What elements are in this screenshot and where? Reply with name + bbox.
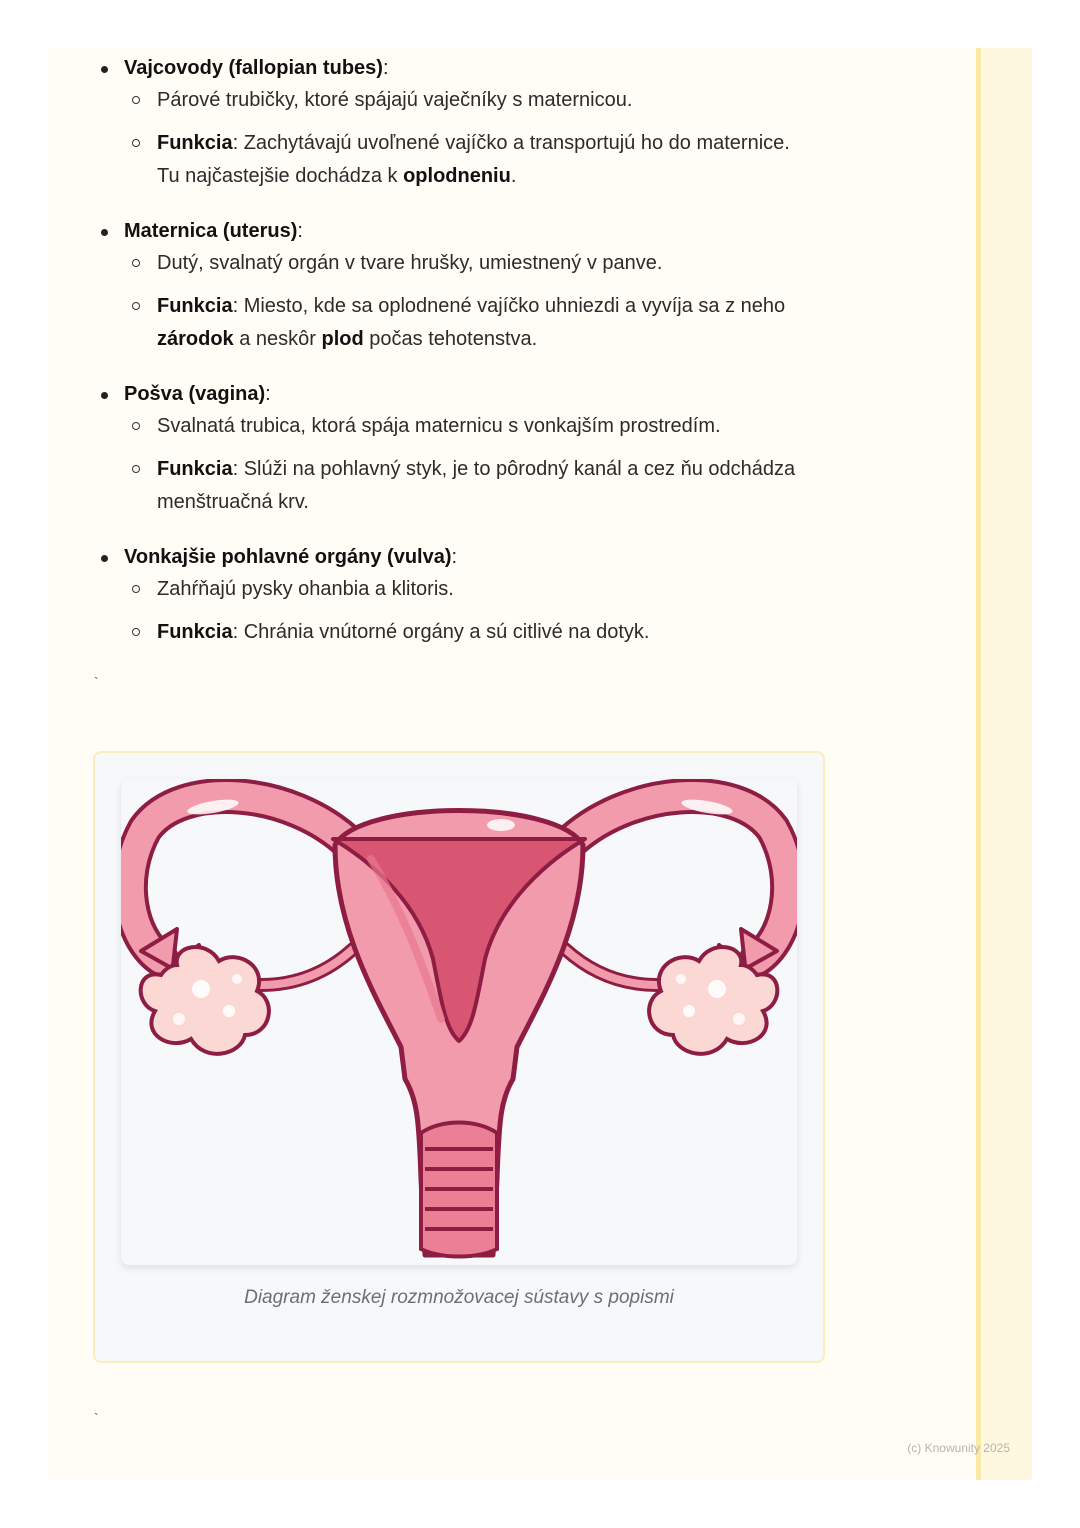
list-item: Funkcia: Miesto, kde sa oplodnené vajíčko uhniezdi a vyvíja sa z neho zárodok a neskôr plod počas tehotenstva. — [157, 295, 786, 350]
figure-card — [93, 751, 825, 1363]
section-title: Vajcovody (fallopian tubes): — [124, 57, 389, 79]
document-page — [48, 48, 1032, 1480]
sub-bullet-icon — [132, 422, 140, 430]
sub-bullet-icon — [132, 465, 140, 473]
sub-bullet-icon — [132, 585, 140, 593]
section-title: Vonkajšie pohlavné orgány (vulva): — [124, 546, 458, 568]
sub-bullet-icon — [132, 628, 140, 636]
section-title: Maternica (uterus): — [124, 220, 303, 242]
sub-bullet-icon — [132, 96, 140, 104]
section-title: Pošva (vagina): — [124, 383, 271, 405]
figure-caption: Diagram ženskej rozmnožovacej sústavy s popismi — [244, 1287, 674, 1308]
sub-bullet-icon — [132, 302, 140, 310]
copyright-footer: (c) Knowunity 2025 — [907, 1441, 1010, 1455]
bullet-icon — [101, 66, 108, 73]
uterus-illustration — [121, 779, 797, 1265]
bullet-icon — [101, 555, 108, 562]
list-item: Funkcia: Slúži na pohlavný styk, je to pôrodný kanál a cez ňu odchádza menštruačná krv. — [157, 458, 796, 513]
vagina-rings — [421, 1123, 497, 1257]
sub-bullet-icon — [132, 259, 140, 267]
list-item: Funkcia: Zachytávajú uvoľnené vajíčko a transportujú ho do maternice. Tu najčastejšie dochádza k oplodneniu. — [157, 132, 790, 187]
bullet-icon — [101, 392, 108, 399]
stray-backtick: ` — [94, 1410, 99, 1426]
list-item: Dutý, svalnatý orgán v tvare hrušky, umiestnený v panve. — [157, 252, 663, 274]
stray-backtick: ` — [94, 674, 99, 690]
list-item: Zahŕňajú pysky ohanbia a klitoris. — [157, 578, 454, 600]
right-margin-strip — [976, 48, 1032, 1480]
sub-bullet-icon — [132, 139, 140, 147]
uterus-icon — [121, 779, 797, 1265]
list-item: Svalnatá trubica, ktorá spája maternicu s vonkajším prostredím. — [157, 415, 721, 437]
bullet-icon — [101, 229, 108, 236]
list-item: Párové trubičky, ktoré spájajú vaječníky s maternicou. — [157, 89, 633, 111]
list-item: Funkcia: Chránia vnútorné orgány a sú citlivé na dotyk. — [157, 621, 650, 643]
